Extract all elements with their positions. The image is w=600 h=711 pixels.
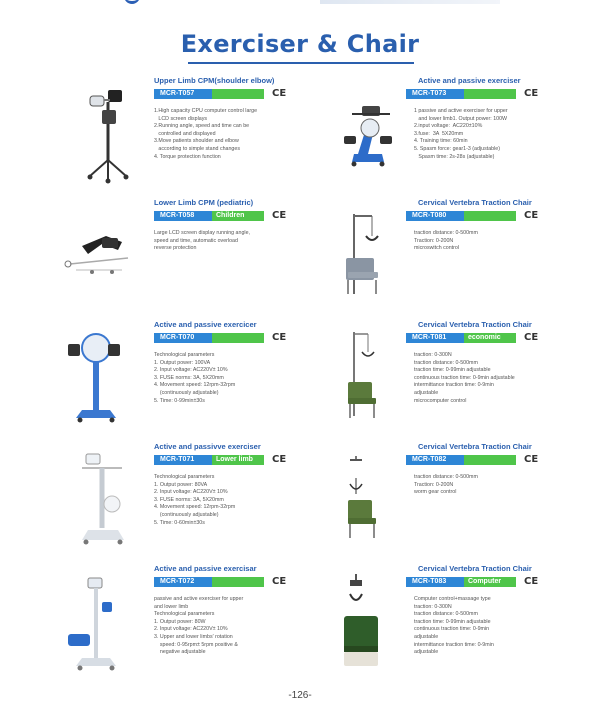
traction-chair-computer-image [338,572,418,682]
model-tag: economic [464,333,516,343]
traction-chair-worm-gear-image [338,454,418,564]
model-bar [154,89,286,99]
ce-mark: CE [272,332,287,343]
model-code: MCR-T080 [406,211,464,221]
model-tag [464,455,516,465]
product-mcr-t073 [338,76,600,196]
product-name: Active and passivve exerciser [154,442,261,451]
ce-mark: CE [524,210,539,221]
product-description: traction distance: 0-500mm Traction: 0-200N microswitch control [414,230,478,252]
model-bar [154,455,286,465]
brand-logo-fragment [124,0,140,4]
product-name: Cervical Vertebra Traction Chair [418,442,532,451]
product-name: Cervical Vertebra Traction Chair [418,198,532,207]
lower-limb-exerciser-image [72,452,152,562]
model-tag: Children [212,211,264,221]
product-mcr-t071 [82,442,372,562]
model-code: MCR-T070 [154,333,212,343]
product-description: passive and active exerciser for upper and lower limb Technological parameters 1. Output power: 80W 2. Input voltage: AC220V± 10% 3. Upper and lower limbs' rotation speed: 0-95rpm± 5rpm positive & negative adjustable [154,596,244,656]
product-name: Lower Limb CPM (pediatric) [154,198,254,207]
model-tag [212,89,264,99]
model-code: MCR-T082 [406,455,464,465]
product-mcr-t083 [338,564,600,684]
traction-chair-economic-image [338,330,418,440]
active-passive-exercicer-image [62,326,142,436]
product-description: Technological parameters 1. Output power: 80VA 2. Input voltage: AC220V± 10% 3. FUSE norms: 3A, 5X20mm 4. Movement speed: 12rpm-32rpm (continuously adjustable) 5. Time: 0-60min±30s [154,474,236,526]
product-description: 1.High capacity CPU computer control large LCD screen displays 2.Running angle, speed and time can be controlled and displayed 3.Move patients shoulder and elbow according to simple stand changes 4. Torque protection function [154,108,258,160]
model-bar [406,577,538,587]
product-name: Upper Limb CPM(shoulder elbow) [154,76,275,85]
product-name: Cervical Vertebra Traction Chair [418,320,532,329]
product-mcr-t080 [338,198,600,318]
model-tag [212,333,264,343]
model-bar [406,333,538,343]
model-bar [406,89,538,99]
model-tag [464,211,516,221]
page-number: -126- [288,690,312,701]
product-mcr-t082 [338,442,600,562]
page-title: Exerciser & Chair [180,30,420,58]
product-mcr-t057 [82,76,372,196]
model-tag [212,577,264,587]
product-name: Cervical Vertebra Traction Chair [418,564,532,573]
model-code: MCR-T073 [406,89,464,99]
model-tag [464,89,516,99]
ce-mark: CE [272,454,287,465]
model-bar [406,455,538,465]
model-code: MCR-T081 [406,333,464,343]
ce-mark: CE [524,88,539,99]
product-description: traction: 0-300N traction distance: 0-500mm traction time: 0-99min adjustable continuous traction time: 0-9min adjustable intermittance traction time: 0-9min adjustable microcomputer control [414,352,515,404]
product-description: Large LCD screen display running angle, speed and time, automatic overload reverse protection [154,230,250,252]
product-mcr-t081 [338,320,600,440]
product-name: Active and passive exercicer [154,320,257,329]
active-passive-exerciser-image [338,92,418,202]
upper-lower-exerciser-image [62,572,142,682]
product-mcr-t070 [82,320,372,440]
model-bar [154,577,286,587]
ce-mark: CE [524,332,539,343]
product-description: Technological parameters 1. Output power: 100VA 2. Input voltage: AC220V± 10% 3. FUSE norms: 3A, 5X20mm 4. Movement speed: 12rpm-32rpm (continuously adjustable) 5. Time: 0-99min±30s [154,352,236,404]
model-tag: Lower limb [212,455,264,465]
product-description: traction distance: 0-500mm Traction: 0-200N worm gear control [414,474,478,496]
model-code: MCR-T057 [154,89,212,99]
ce-mark: CE [272,210,287,221]
ce-mark: CE [272,88,287,99]
model-code: MCR-T072 [154,577,212,587]
product-description: 1 passive and active exerciser for upper and lower limb1. Output power: 100W 2.input voltage: AC220±10% 3.fuse: 3A 5X20mm 4. Training time: 60min 5. Spasm force: gear1-3 (adjustable) Spasm time: 2s-28s (adjustable) [414,108,508,160]
ce-mark: CE [524,454,539,465]
title-underline [188,62,414,64]
upper-limb-cpm-image [82,88,162,198]
header-decoration [320,0,500,4]
model-bar [406,211,538,221]
ce-mark: CE [524,576,539,587]
model-bar [154,211,286,221]
product-mcr-t072 [82,564,372,684]
product-mcr-t058 [82,198,372,318]
model-code: MCR-T058 [154,211,212,221]
product-description: Computer control+massage type traction: 0-300N traction distance: 0-500mm traction time: 0-99min adjustable continuous traction time: 0-9min adjustable intermittance traction time: 0-9min adjustable [414,596,494,656]
model-code: MCR-T071 [154,455,212,465]
model-code: MCR-T083 [406,577,464,587]
model-tag: Computer [464,577,516,587]
product-name: Active and passive exercisar [154,564,257,573]
traction-chair-image [338,210,418,320]
ce-mark: CE [272,576,287,587]
product-name: Active and passive exerciser [418,76,521,85]
model-bar [154,333,286,343]
